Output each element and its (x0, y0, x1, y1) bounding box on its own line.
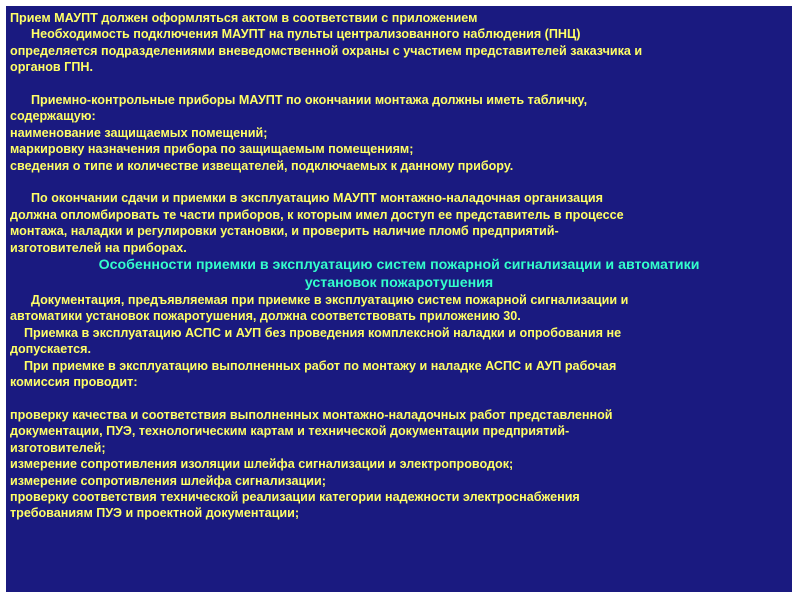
block5-line: требованиям ПУЭ и проектной документации; (10, 506, 300, 521)
block1-line: определяется подразделениями вневедомственной охраны с участием представителей заказчика и (10, 43, 643, 58)
spacer (10, 76, 788, 92)
block4-line: Документация, предъявляемая при приемке в эксплуатацию систем пожарной сигнализации и (10, 293, 629, 308)
block3-line: монтажа, наладки и регулировки установки, и проверить наличие пломб предприятий- (10, 224, 559, 239)
block5-line: документации, ПУЭ, технологическим картам и технической документации предприятий- (10, 424, 570, 439)
block5-line: измерение сопротивления шлейфа сигнализации; (10, 473, 326, 488)
block3-line: должна опломбировать те части приборов, к которым имел доступ ее представитель в процессе (10, 207, 624, 222)
block2-line: содержащую: (10, 109, 96, 124)
slide-text (10, 10, 788, 522)
block4-line: автоматики установок пожаротушения, должна соответствовать приложению 30. (10, 309, 521, 324)
section-heading-line: Особенности приемки в эксплуатацию систем пожарной сигнализации и автоматики (98, 257, 700, 274)
block5-line: проверку качества и соответствия выполненных монтажно-наладочных работ представленной (10, 407, 613, 422)
block5-line: измерение сопротивления изоляции шлейфа сигнализации и электропроводок; (10, 457, 514, 472)
block3-line: изготовителей на приборах. (10, 240, 187, 255)
block1-line: органов ГПН. (10, 60, 93, 75)
block4-line: При приемке в эксплуатацию выполненных работ по монтажу и наладке АСПС и АУП рабочая (10, 358, 617, 373)
block5-line: проверку соответствия технической реализации категории надежности электроснабжения (10, 489, 580, 504)
block5-line: изготовителей; (10, 440, 106, 455)
block4-line: комиссия проводит: (10, 375, 138, 390)
block1-line: Необходимость подключения МАУПТ на пульты централизованного наблюдения (ПНЦ) (10, 27, 581, 42)
section-heading-line: установок пожаротушения (304, 275, 494, 292)
spacer (10, 391, 788, 407)
slide (6, 6, 792, 592)
block1-line: Прием МАУПТ должен оформляться актом в соответствии с приложением (10, 11, 478, 25)
block2-line: сведения о типе и количестве извещателей, подключаемых к данному прибору. (10, 158, 514, 173)
block4-line: Приемка в эксплуатацию АСПС и АУП без проведения комплексной наладки и опробования не (10, 325, 622, 340)
block2-line: наименование защищаемых помещений; (10, 125, 268, 140)
block2-line: маркировку назначения прибора по защищаемым помещениям; (10, 142, 414, 157)
block4-line: допускается. (10, 342, 91, 357)
block2-line: Приемно-контрольные приборы МАУПТ по окончании монтажа должны иметь табличку, (10, 93, 588, 108)
spacer (10, 174, 788, 190)
block3-line: По окончании сдачи и приемки в эксплуатацию МАУПТ монтажно-наладочная организация (10, 191, 603, 206)
